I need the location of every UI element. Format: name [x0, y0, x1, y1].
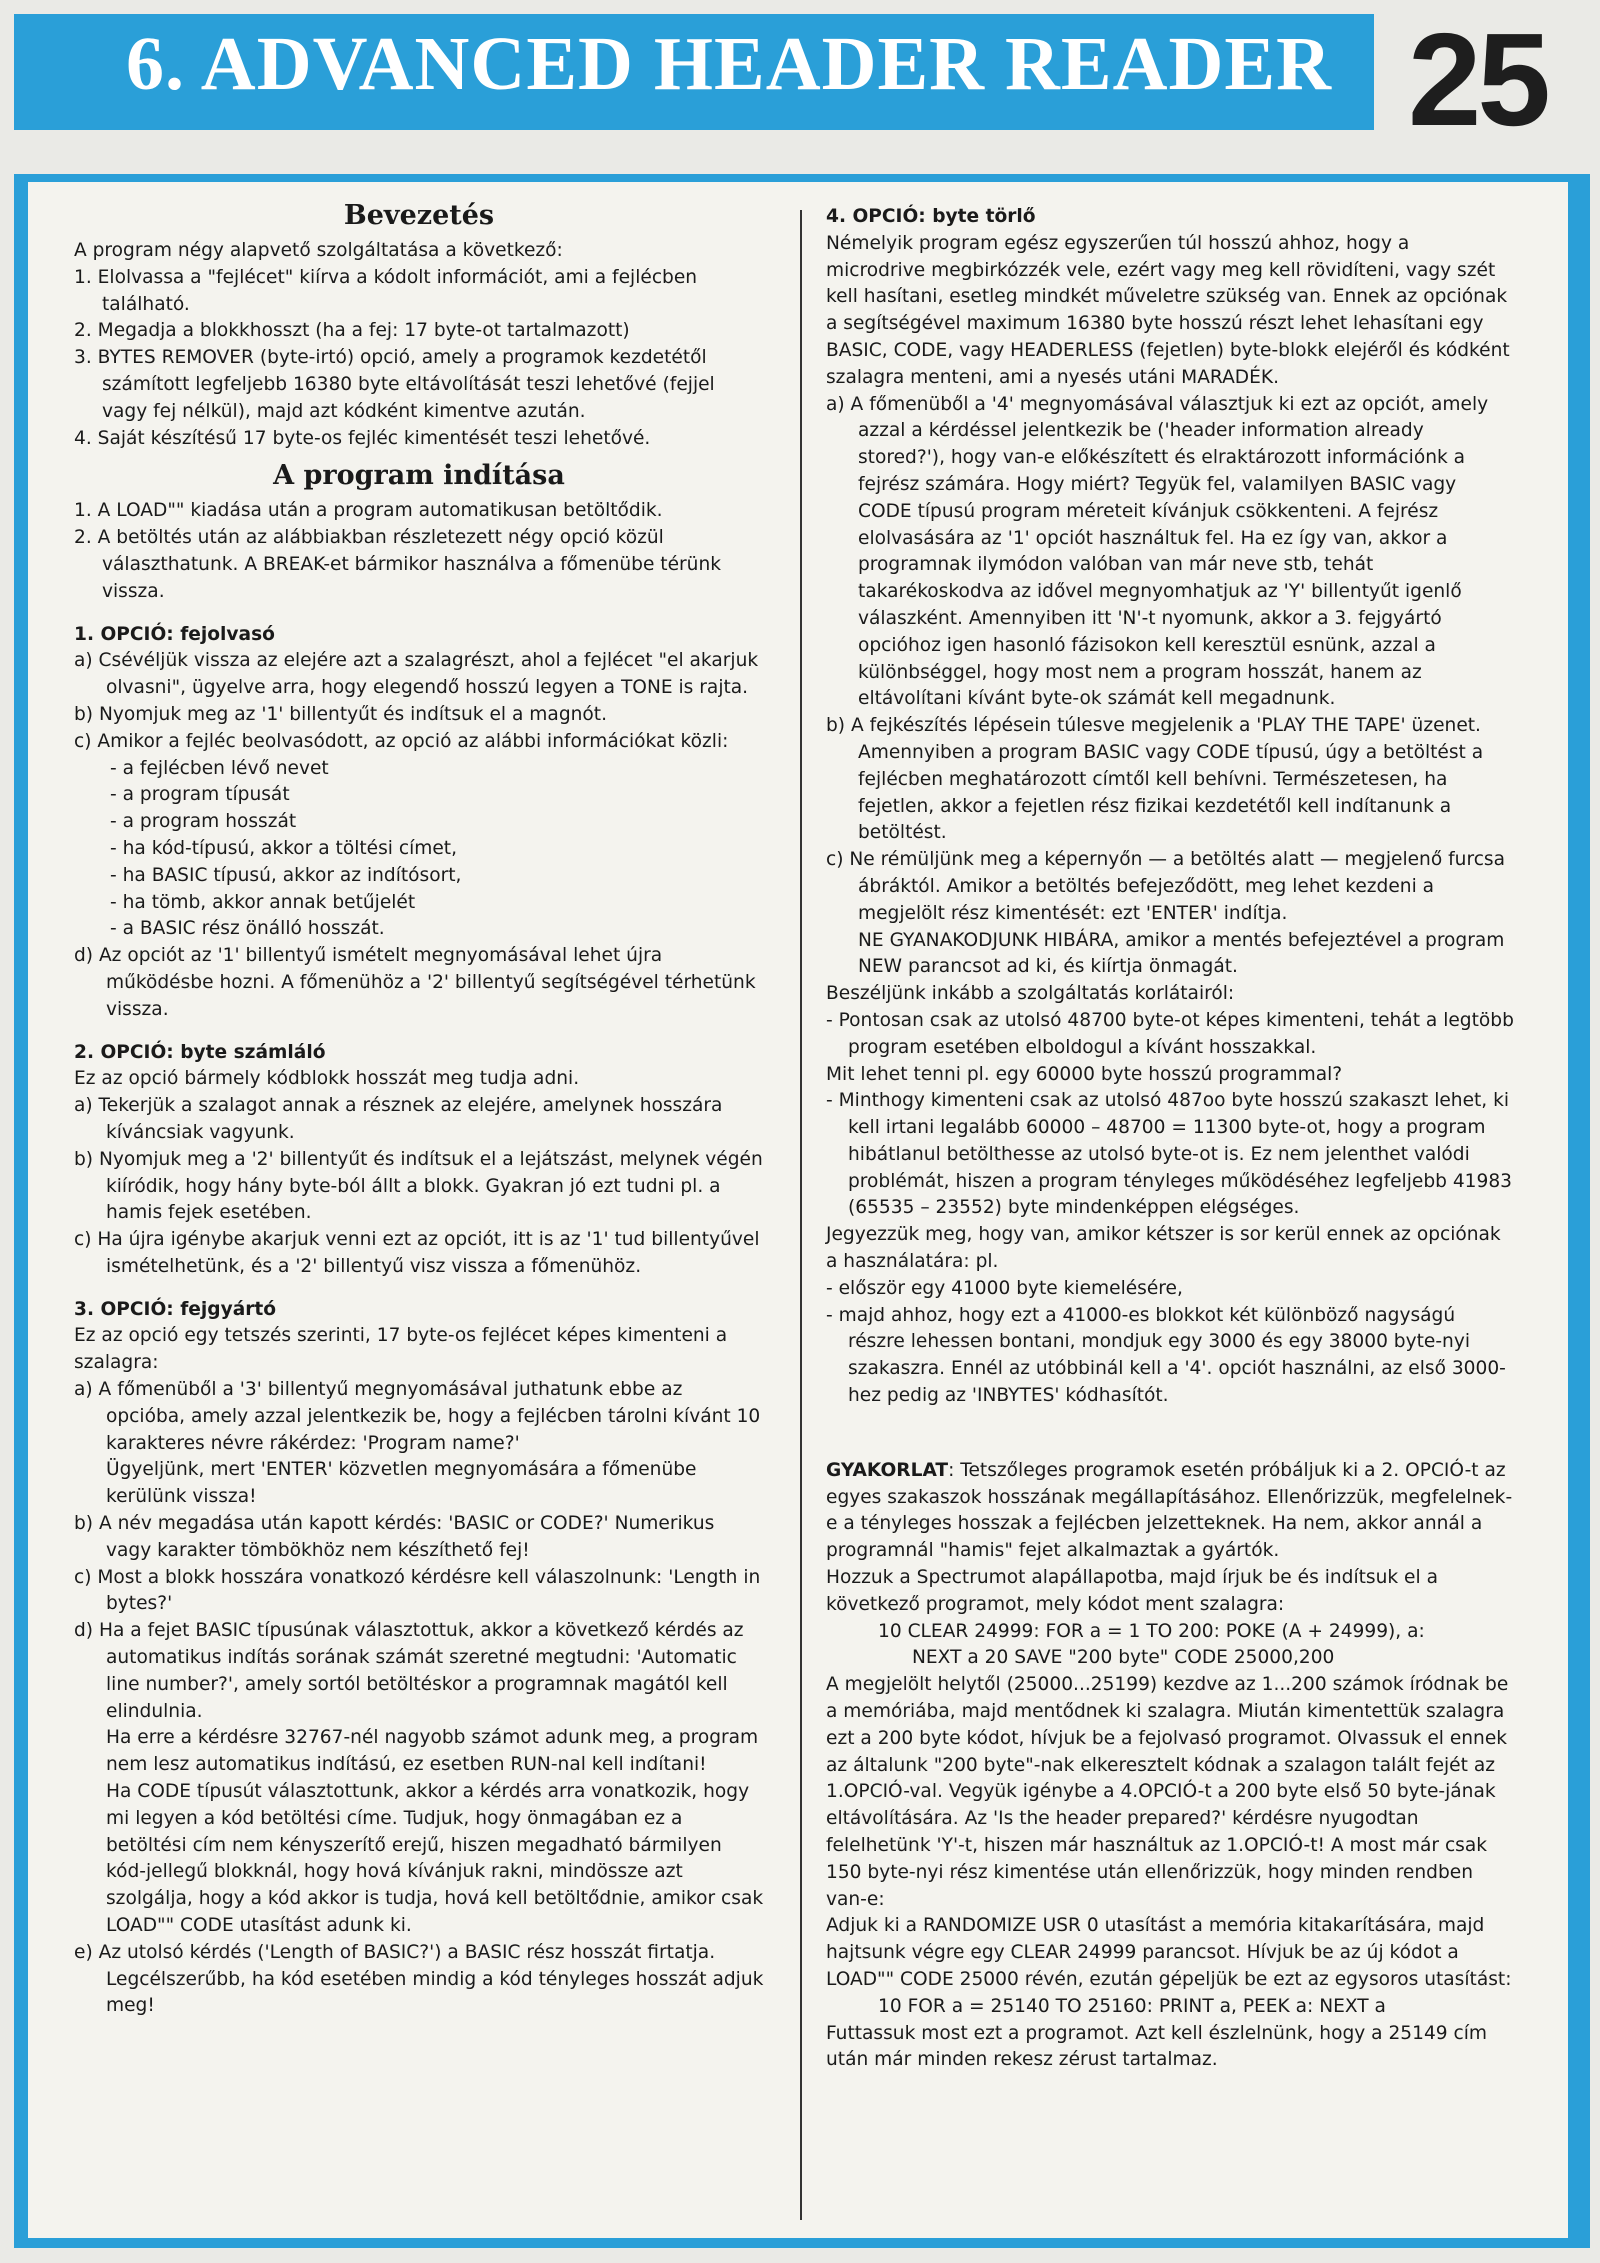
- option3-step-e: e) Az utolsó kérdés ('Length of BASIC?') a BASIC rész hosszát firtatja. Legcélszerűbb, ha kód esetében mindig a kód tényleges hosszát adjuk meg!: [74, 1941, 764, 2017]
- option3-step-b: b) A név megadása után kapott kérdés: 'BASIC or CODE?' Numerikus vagy karakter tömbökhöz nem készíthető fej!: [74, 1513, 715, 1561]
- practice-result: Futtassuk most ezt a programot. Azt kell észlelnünk, hogy a 25149 cím után már minden rekesz zérust tartalmaz.: [826, 2022, 1488, 2071]
- practice-explanation: A megjelölt helytől (25000...25199) kezdve az 1...200 számok íródnak be a memóriába, majd mentődnek ki szalagra. Miután kimentettük szalagra ezt a 200 byte kódot, hívjuk be a fejolvasó programot. Olvassuk el ennek az általunk "200 byte"-nak elkeresztelt kódnak a szalagon talált fejét az 1.OPCIÓ-val. Vegyük igénybe a 4.OPCIÓ-t a 200 byte első 50 byte-jának eltávolítására. Az 'Is the header prepared?' kérdésre nyugodtan felelhetünk 'Y'-t, hiszen már használtuk az 1.OPCIÓ-t! A most már csak 150 byte-nyi rész kimentése után ellenőrizzük, hogy minden rendben van-e:: [826, 1674, 1509, 1910]
- intro-item: 1. Elolvassa a "fejlécet" kiírva a kódolt információt, ami a fejlécben található.: [74, 266, 698, 315]
- limit-item: - Pontosan csak az utolsó 48700 byte-ot képes kimenteni, tehát a legtöbb program esetében elboldogul a kívánt hosszakkal.: [826, 1009, 1514, 1058]
- start-item: 2. A betöltés után az alábbiakban részletezett négy opció közül választhatunk. A BREAK-et bármikor használva a főmenübe térünk vissza.: [74, 527, 722, 602]
- option1-info-item: - a program típusát: [110, 784, 290, 806]
- option3-heading: 3. OPCIÓ: fejgyártó: [74, 1298, 277, 1320]
- start-item: 1. A LOAD"" kiadása után a program automatikusan betöltődik.: [74, 500, 663, 522]
- option1-info-item: - a program hosszát: [110, 811, 297, 833]
- option1-step-b: b) Nyomjuk meg az '1' billentyűt és indítsuk el a magnót.: [74, 703, 607, 725]
- option3-step-c: c) Most a blokk hosszára vonatkozó kérdésre kell válaszolnunk: 'Length in bytes?': [74, 1566, 761, 1615]
- option4-step-a: a) A főmenüből a '4' megnyomásával választjuk ki ezt az opciót, amely azzal a kérdéssel jelentkezik be ('header information already stored?'), hogy van-e előkészített és elraktározott információnk a fejrész számára. Hogy miért? Tegyük fel, valamilyen BASIC vagy CODE típusú program méreteit kívánjuk csökkenteni. A fejrész elolvasására az '1' opciót használtuk fel. Ha ez így van, akkor a programnak ilymódon valóban van már neve stb, tehát takarékoskodva az idővel megnyomhatjuk az 'Y' billentyűt igenlő válaszként. Amennyiben itt 'N'-t nyomunk, akkor a 3. fejgyártó opcióhoz igen hasonló fázisokon kell keresztül esnünk, azzal a különbséggel, hogy most nem a program hosszát, hanem az eltávolítani kívánt byte-ok számát kell megadnunk.: [826, 393, 1489, 710]
- option3-step-d-note: Ha erre a kérdésre 32767-nél nagyobb számot adunk meg, a program nem lesz automatikus indítású, ez esetben RUN-nal kell indítani!: [106, 1727, 759, 1776]
- intro-text: A program négy alapvető szolgáltatása a következő:: [74, 240, 563, 261]
- option4-heading: 4. OPCIÓ: byte törlő: [826, 206, 1036, 227]
- practice-paragraph: [826, 1458, 1514, 1565]
- code-line: 10 CLEAR 24999: FOR a = 1 TO 200: POKE (A + 24999), a:: [878, 1620, 1425, 1642]
- intro-item: 3. BYTES REMOVER (byte-irtó) opció, amely a programok kezdetétől számított legfeljebb 16380 byte eltávolítását teszi lehetővé (fejjel vagy fej nélkül), majd azt kódként kimentve azután.: [74, 347, 715, 422]
- option4-step-c: c) Ne rémüljünk meg a képernyőn — a betöltés alatt — megjelenő furcsa ábráktól. Amikor a betöltés befejeződött, meg lehet kezdeni a megjelölt rész kimentését: ezt 'ENTER' indítja.: [826, 849, 1505, 924]
- limits-intro: Beszéljünk inkább a szolgáltatás korlátairól:: [826, 983, 1235, 1005]
- limit-item: - Minthogy kimenteni csak az utolsó 487oo byte hosszú szakaszt lehet, ki kell irtani legalább 60000 – 48700 = 11300 byte-ot, hogy a program hibátlanul betölthesse az utolsó byte-ot is. Ez nem jelenthet valódi problémát, hiszen a program tényleges működéséhez legfeljebb 41983 (65535 – 23552) byte mindenképpen elégséges.: [826, 1090, 1512, 1219]
- option3-intro: Ez az opció egy tetszés szerinti, 17 byte-os fejlécet képes kimenteni a szalagra:: [74, 1325, 728, 1374]
- intro-heading: Bevezetés: [343, 200, 495, 231]
- option1-heading: 1. OPCIÓ: fejolvasó: [74, 623, 275, 645]
- option1-step-c: c) Amikor a fejléc beolvasódott, az opció az alábbi információkat közli:: [74, 730, 729, 752]
- option2-heading: 2. OPCIÓ: byte számláló: [74, 1041, 326, 1063]
- option4-intro: Némelyik program egész egyszerűen túl hosszú ahhoz, hogy a microdrive megbirkózzék vele, ezért vagy meg kell rövidíteni, vagy szét kell hasítani, esetleg mindkét műveletre szükség van. Ennek az opciónak a segítségével maximum 16380 byte hosszú részt lehet lehasítani egy BASIC, CODE, vagy HEADERLESS (fejetlen) byte-blokk elejéről és kódként szalagra menteni, ami a nyesés utáni MARADÉK.: [826, 232, 1510, 388]
- option1-step-a: a) Csévéljük vissza az elejére azt a szalagrészt, ahol a fejlécet "el akarjuk olvasni", ügyelve arra, hogy elegendő hosszú legyen a TONE is rajta.: [74, 650, 759, 699]
- option1-info-item: - ha tömb, akkor annak betűjelét: [110, 891, 416, 913]
- option1-step-d: d) Az opciót az '1' billentyű ismételt megnyomásával lehet újra működésbe hozni. A főmenühöz a '2' billentyű segítségével térhetünk vissza.: [74, 945, 756, 1020]
- code-line: NEXT a 20 SAVE "200 byte" CODE 25000,200: [912, 1647, 1335, 1669]
- limit-question: Mit lehet tenni pl. egy 60000 byte hosszú programmal?: [826, 1063, 1343, 1085]
- practice-verify: Adjuk ki a RANDOMIZE USR 0 utasítást a memória kitakarítására, majd hajtsunk végre egy CLEAR 24999 parancsot. Hívjuk be az új kódot a LOAD"" CODE 25000 révén, ezután gépeljük be ezt az egysoros utasítást:: [826, 1915, 1512, 1990]
- intro-item: 4. Saját készítésű 17 byte-os fejléc kimentését teszi lehetővé.: [74, 427, 651, 449]
- page-title: 6. ADVANCED HEADER READER: [126, 22, 1332, 106]
- option2-step-a: a) Tekerjük a szalagot annak a résznek az elejére, amelynek hosszára kíváncsiak vagyunk.: [74, 1095, 723, 1143]
- note-item: - majd ahhoz, hogy ezt a 41000-es blokkot két különböző nagyságú részre lehessen bontani, mondjuk egy 3000 és egy 38000 byte-nyi szakaszra. Ennél az utóbbinál kell a '4'. opciót használni, az első 3000-hez pedig az 'INBYTES' kódhasítót.: [826, 1304, 1506, 1407]
- option2-step-c: c) Ha újra igénybe akarjuk venni ezt az opciót, itt is az '1' tud billentyűvel ismételhetünk, és a '2' billentyű visz vissza a főmenühöz.: [74, 1229, 760, 1277]
- code-line: 10 FOR a = 25140 TO 25160: PRINT a, PEEK a: NEXT a: [878, 1995, 1386, 2017]
- option1-info-item: - ha kód-típusú, akkor a töltési címet,: [110, 837, 458, 859]
- option2-step-b: b) Nyomjuk meg a '2' billentyűt és indítsuk el a lejátszást, melynek végén kiíródik, hogy hány byte-ból állt a blokk. Gyakran jó ezt tudni pl. a hamis fejek esetében.: [74, 1148, 763, 1224]
- right-column: [826, 198, 1514, 2074]
- column-divider: [800, 210, 802, 2220]
- option3-step-d-code-note: Ha CODE típusút választottunk, akkor a kérdés arra vonatkozik, hogy mi legyen a kód betöltési címe. Tudjuk, hogy önmagában ez a betöltési cím nem kényszerítő erejű, hiszen megadható bármilyen kód-jellegű blokknál, hogy hová kívánjuk rakni, mindössze azt szolgálja, hogy a kód akkor is tudja, hová kell betöltődnie, amikor csak LOAD"" CODE utasítást adunk ki.: [106, 1781, 764, 1937]
- start-heading: A program indítása: [273, 460, 565, 492]
- practice-setup: Hozzuk a Spectrumot alapállapotba, majd írjuk be és indítsuk el a következő programot, mely kódot ment szalagra:: [826, 1567, 1438, 1615]
- option3-step-a-note: Ügyeljünk, mert 'ENTER' közvetlen megnyomására a főmenübe kerülünk vissza!: [106, 1459, 697, 1508]
- option1-info-item: - a fejlécben lévő nevet: [110, 757, 329, 779]
- page-number: 25: [1408, 6, 1547, 153]
- option3-step-a: a) A főmenüből a '3' billentyű megnyomásával juthatunk ebbe az opcióba, amely azzal jelentkezik be, hogy a fejlécben tárolni kívánt 10 karakteres névre rákérdez: 'Program name?': [74, 1379, 761, 1454]
- left-column: [74, 198, 764, 2020]
- option1-info-item: - a BASIC rész önálló hosszát.: [110, 918, 385, 940]
- practice-text: : Tetszőleges programok esetén próbáljuk ki a 2. OPCIÓ-t az egyes szakaszok hosszának megállapításához. Ellenőrizzük, megfelelnek-e a tényleges hosszak a fejlécben jelzetteknek. Ha nem, akkor annál a programnál "hamis" fejet alkalmaztak a gyártók.: [826, 1459, 1513, 1562]
- note-text: Jegyezzük meg, hogy van, amikor kétszer is sor kerül ennek az opciónak a használatára: pl.: [826, 1224, 1501, 1273]
- note-item: - először egy 41000 byte kiemelésére,: [826, 1277, 1183, 1299]
- option4-step-c-note: NE GYANAKODJUNK HIBÁRA, amikor a mentés befejeztével a program NEW parancsot ad ki, és kiírtja önmagát.: [858, 929, 1505, 978]
- option2-intro: Ez az opció bármely kódblokk hosszát meg tudja adni.: [74, 1068, 580, 1090]
- practice-label: GYAKORLAT: [826, 1459, 949, 1481]
- option1-info-item: - ha BASIC típusú, akkor az indítósort,: [110, 864, 462, 886]
- option3-step-d: d) Ha a fejet BASIC típusúnak választottuk, akkor a következő kérdés az automatikus indítás sorának számát szeretné megtudni: 'Automatic line number?', amely sortól betöltéskor a programnak magától kell elindulnia.: [74, 1620, 744, 1722]
- intro-item: 2. Megadja a blokkhosszt (ha a fej: 17 byte-ot tartalmazott): [74, 320, 630, 342]
- option4-step-b: b) A fejkészítés lépésein túlesve megjelenik a 'PLAY THE TAPE' üzenet. Amennyiben a program BASIC vagy CODE típusú, úgy a betöltést a fejlécben meghatározott címtől kell behívni. Természetesen, ha fejetlen, akkor a fejetlen rész fizikai kezdetétől kell indítanunk a betöltést.: [826, 715, 1484, 844]
